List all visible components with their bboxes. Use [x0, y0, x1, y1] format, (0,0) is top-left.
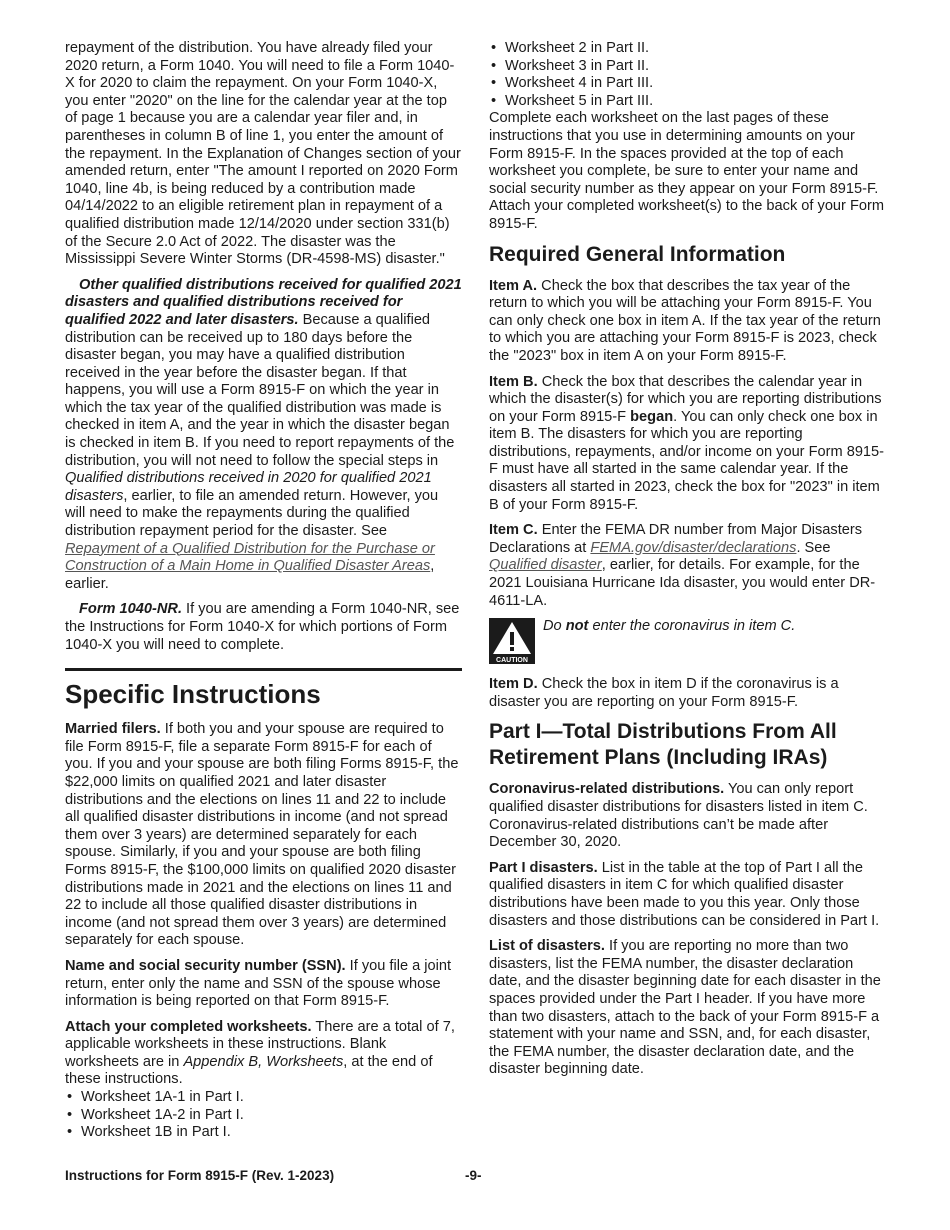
- paragraph-complete-worksheets: Complete each worksheet on the last pages of these instructions that you use in determining amounts on your Form 8915-F. In the spaces provided at the top of each worksheet you complete, be sure to enter your name and social security number as they appear on your Form 8915-F. Attach your completed worksheet(s) to the back of your Form 8915-F.: [489, 110, 885, 232]
- paragraph-repayment-example: repayment of the distribution. You have already filed your 2020 return, a Form 1040. You will need to file a Form 1040-X for 2020 to claim the repayment. On your Form 1040-X, you enter "2020" on the line for the calendar year at the top of page 1 because you are a calendar year filer and, in parentheses in column B of line 1, you enter the amount of the repayment. In the Explanation of Changes section of your amended return, enter "The amount I reported on 2020 Form 1040, line 4b, is being reduced by a contribution made 04/14/2022 to an eligible retirement plan in repayment of a qualified distribution made 12/14/2020 under section 331(b) of the Secure 2.0 Act of 2022. The disaster was the Mississippi Severe Winter Storms (DR-4598-MS) disaster.": [65, 40, 461, 268]
- caution-note: [489, 618, 887, 664]
- qualified-disaster-link[interactable]: Qualified disaster: [489, 557, 602, 574]
- paragraph-item-c: Item C. Enter the FEMA DR number from Major Disasters Declarations at FEMA.gov/disaster/declarations. See Qualified disaster, earlier, for details. For example, for the 2021 Louisiana Hurricane Ida disaster, you would enter DR-4611-LA.: [489, 522, 876, 609]
- run-in-heading: Part I disasters.: [489, 859, 598, 876]
- list-item: • Worksheet 1B in Part I.: [65, 1124, 462, 1142]
- list-item: • Worksheet 2 in Part II.: [489, 40, 887, 58]
- list-item: • Worksheet 1A-1 in Part I.: [65, 1089, 462, 1107]
- run-in-heading: Attach your completed worksheets.: [65, 1018, 312, 1035]
- run-in-heading: List of disasters.: [489, 938, 605, 955]
- run-in-heading: Item D.: [489, 676, 538, 693]
- left-column: [65, 40, 462, 1142]
- run-in-heading: Married filers.: [65, 721, 161, 738]
- run-in-heading: Name and social security number (SSN).: [65, 957, 346, 974]
- heading-required-general-information: Required General Information: [489, 242, 786, 266]
- section-title-specific-instructions: Specific Instructions: [65, 679, 321, 710]
- paragraph-attach-worksheets: Attach your completed worksheets. There are a total of 7, applicable worksheets in these instructions. Blank worksheets are in Appendix B, Worksheets, at the end of these instructions.: [65, 1018, 455, 1088]
- heading-part1: Part I—Total Distributions From All Retirement Plans (Including IRAs): [489, 720, 837, 770]
- footer-title: Instructions for Form 8915-F (Rev. 1-2023): [65, 1168, 335, 1183]
- list-item: • Worksheet 1A-2 in Part I.: [65, 1107, 462, 1125]
- run-in-heading: Item B.: [489, 373, 538, 390]
- list-item: • Worksheet 3 in Part II.: [489, 58, 887, 76]
- run-in-heading: Form 1040-NR.: [79, 601, 182, 618]
- paragraph-item-a: Item A. Check the box that describes the tax year of the return to which you will be attaching your Form 8915-F. You can only check one box in item A. If the tax year of the return to which you are attaching your Form 8915-F is 2023, check the "2023" box in item A on your Form 8915-F.: [489, 277, 881, 364]
- page-number: -9-: [465, 1168, 482, 1183]
- paragraph-part1-disasters: Part I disasters. List in the table at the top of Part I all the qualified disasters in item C for which qualified disaster distributions have been made to you this year. Only those disasters and those distributions can be considered in Part I.: [489, 859, 880, 929]
- section-divider: [65, 668, 462, 671]
- caution-label: CAUTION: [496, 657, 528, 665]
- right-column: [489, 40, 887, 1087]
- paragraph-ssn: Name and social security number (SSN). If you file a joint return, enter only the name and SSN of the spouse whose information is being reported on that Form 8915-F.: [65, 957, 452, 1010]
- run-in-heading: Coronavirus-related distributions.: [489, 781, 725, 798]
- caution-text: Do not enter the coronavirus in item C.: [543, 618, 796, 635]
- run-in-heading: Other qualified distributions received for qualified 2021 disasters and qualified distributions received for qualified 2022 and later disasters.: [65, 276, 462, 328]
- run-in-heading: Item C.: [489, 522, 538, 539]
- run-in-heading: Item A.: [489, 277, 538, 294]
- paragraph-form-1040nr: Form 1040-NR. If you are amending a Form 1040-NR, see the Instructions for Form 1040-X for which portions of Form 1040-X you will need to complete.: [65, 601, 460, 653]
- paragraph-item-b: Item B. Check the box that describes the calendar year in which the disaster(s) for which you are reporting distributions on your Form 8915-F began. You can only check one box in item B. The disasters for which you are reporting distributions, repayments, and/or income on your Form 8915-F must have all started in the same calendar year. If the disasters all started in 2023, check the box for "2023" in item B of your Form 8915-F.: [489, 373, 885, 513]
- fema-declarations-link[interactable]: FEMA.gov/disaster/declarations: [590, 539, 797, 556]
- list-item: • Worksheet 5 in Part III.: [489, 93, 887, 111]
- worksheet-list-part2-3: [489, 40, 887, 110]
- list-item: • Worksheet 4 in Part III.: [489, 75, 887, 93]
- paragraph-item-d: Item D. Check the box in item D if the coronavirus is a disaster you are reporting on your Form 8915-F.: [489, 676, 839, 710]
- paragraph-other-qualified: Other qualified distributions received for qualified 2021 disasters and qualified distributions received for qualified 2022 and later disasters. Because a qualified distribution can be received up to 180 days before the disaster began, you may have a qualified distribution received in the year before the disaster began. If that happens, you will use a Form 8915-F on which the year in which the tax year of the qualified distribution was made is checked in item A, and the year in which the disaster began is checked in item B. If you need to report repayments of the distribution, you will not need to follow the special steps in Qualified distributions received in 2020 for qualified 2021 disasters, earlier, to file an amended return. However, you will need to make the repayments during the qualified distribution repayment period for the disaster. See Repayment of a Qualified Distribution for the Purchase or Construction of a Main Home in Qualified Disaster Areas, earlier.: [65, 276, 462, 592]
- paragraph-married-filers: Married filers. If both you and your spouse are required to file Form 8915-F, file a separate Form 8915-F for each of you. If you and your spouse are both filing Forms 8915-F, the $22,000 limits on qualified 2021 and later disaster distributions and the elections on lines 11 and 22 to include all qualified disaster distributions in income (and not spread them over 3 years) are determined separately for each spouse. Similarly, if you and your spouse are both filing Forms 8915-F, the $100,000 limits on qualified 2020 disaster distributions made in 2021 and the elections on lines 11 and 22 to include all those qualified disaster distributions in income (and not spread them over 3 years) are determined separately for each spouse.: [65, 721, 459, 949]
- worksheet-list-part1: [65, 1089, 462, 1142]
- paragraph-coronavirus: Coronavirus-related distributions. You can only report qualified disaster distributions for disasters listed in item C. Coronavirus-related distributions can’t be made after December 30, 2020.: [489, 781, 868, 851]
- repayment-main-home-link[interactable]: Repayment of a Qualified Distribution for the Purchase or Construction of a Main Home in Qualified Disaster Areas: [65, 540, 435, 575]
- paragraph-list-of-disasters: List of disasters. If you are reporting no more than two disasters, list the FEMA number, the disaster declaration date, and the disaster beginning date for each disaster in the spaces provided under the Part I header. If you have more than two disasters, attach to the back of your Form 8915-F a statement with your name and SSN, and, for each disaster, the FEMA number, the disaster declaration date, and the disaster beginning date.: [489, 938, 881, 1078]
- caution-icon: [489, 618, 535, 664]
